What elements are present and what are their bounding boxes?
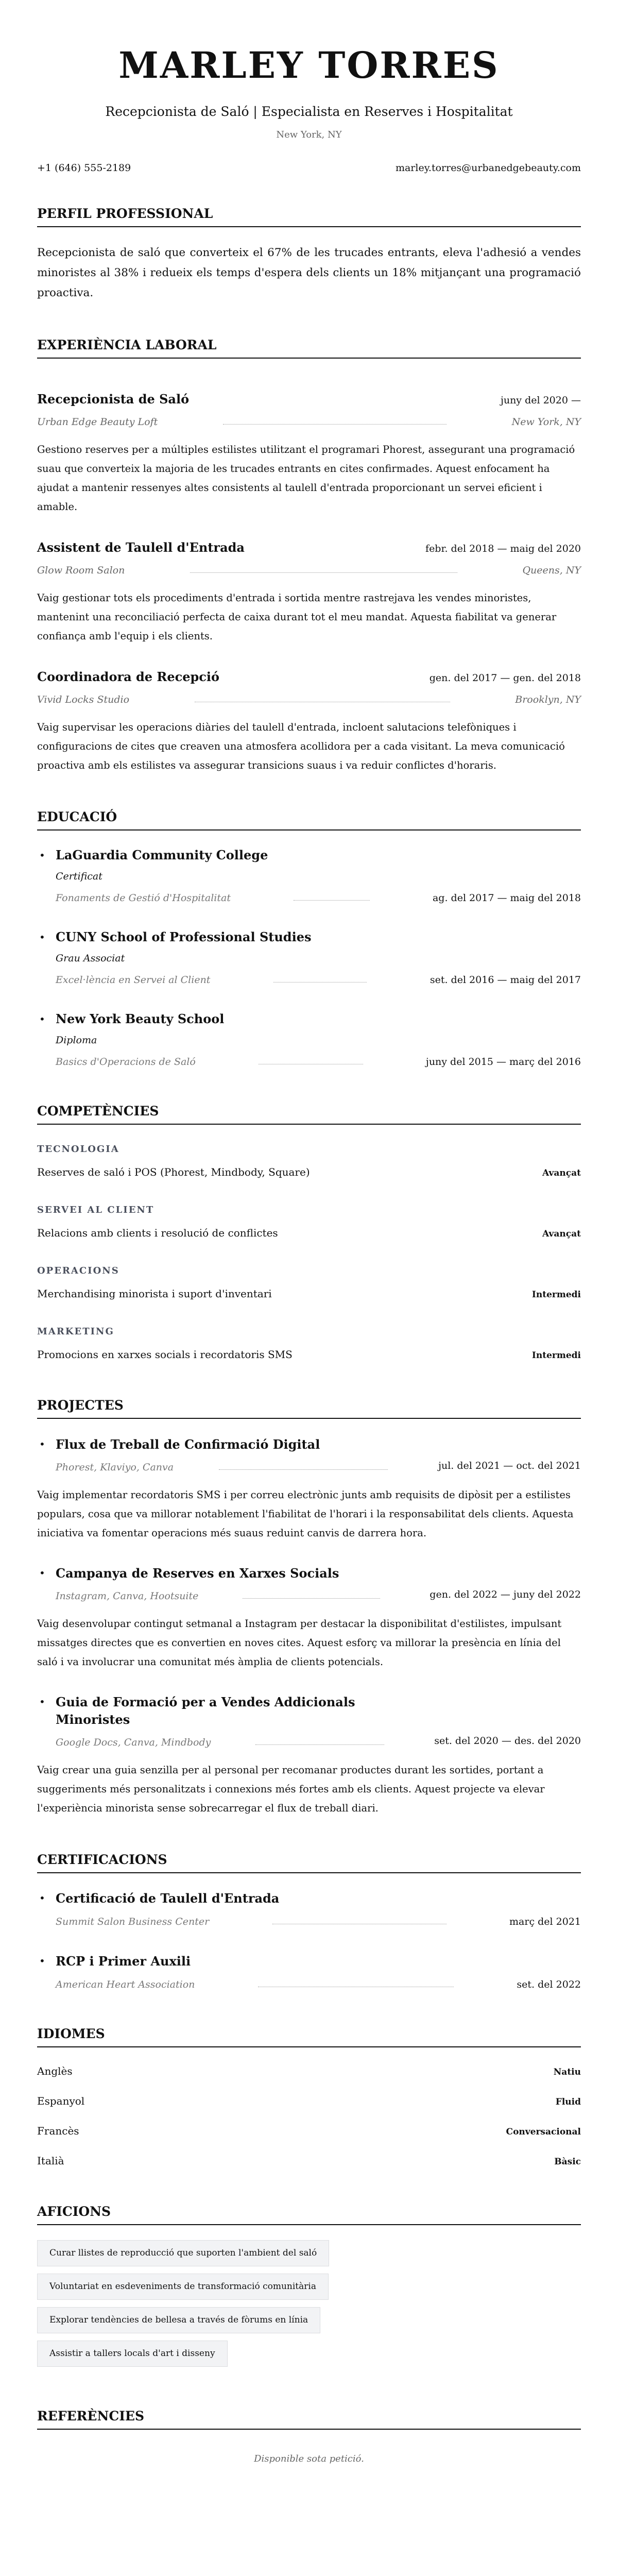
project-left — [37, 1693, 429, 1750]
project-entry — [37, 1436, 581, 1543]
language-name: Espanyol — [37, 2095, 85, 2107]
headline: Recepcionista de Saló | Especialista en Reserves i Hospitalitat — [105, 104, 513, 119]
section-heading: EDUCACIÓ — [37, 809, 581, 831]
job-location: Brooklyn, NY — [515, 694, 581, 705]
section-heading: PROJECTES — [37, 1397, 581, 1419]
education-list — [37, 847, 581, 1069]
project-tools: Instagram, Canva, Hootsuite — [56, 1590, 199, 1602]
skill-row — [37, 1225, 581, 1242]
skill-category: SERVEI AL CLIENT — [37, 1205, 154, 1215]
skill-row — [37, 1286, 581, 1302]
skill-level: Intermedi — [531, 1290, 581, 1300]
contact-row — [37, 161, 581, 175]
skill-category: OPERACIONS — [37, 1265, 119, 1276]
education-entry — [37, 1011, 581, 1069]
candidate-name: MARLEY TORRES — [118, 44, 500, 87]
language-name: Francès — [37, 2125, 79, 2137]
dotted-leader — [294, 900, 369, 901]
skill-name: Reserves de saló i POS (Phorest, Mindbody, Square) — [37, 1166, 310, 1178]
hobby-tag: Curar llistes de reproducció que suporten l'ambient del saló — [37, 2240, 329, 2266]
resume — [37, 0, 581, 2496]
language-list — [37, 2063, 581, 2170]
field-of-study: Excel·lència en Servei al Client — [56, 974, 211, 986]
dotted-leader — [219, 1469, 388, 1470]
job-meta — [37, 414, 581, 430]
project-description: Vaig desenvolupar contingut setmanal a Instagram per destacar la disponibilitat d'estilistes, impulsant missatges directes que es convertien en noves cites. Aquest esforç va millorar la presència en línia del saló i va involucrar una comunitat més àmplia de clients potencials. — [37, 1618, 562, 1668]
language-row — [37, 2093, 581, 2110]
languages-section — [37, 2026, 581, 2170]
job-entry — [37, 539, 581, 646]
section-heading: AFICIONS — [37, 2204, 581, 2225]
company-name: Vivid Locks Studio — [37, 694, 130, 705]
summary-text: Recepcionista de saló que converteix el 67% de les trucades entrants, eleva l'adhesió a vendes minoristes al 38% i redueix els temps d'espera dels clients un 18% mitjançant una programació proactiva. — [37, 246, 581, 299]
section-heading: CERTIFICACIONS — [37, 1852, 581, 1873]
education-entry — [37, 847, 581, 905]
project-entry — [37, 1693, 581, 1818]
degree: Grau Associat — [56, 953, 125, 964]
education-dates: set. del 2016 — maig del 2017 — [430, 974, 581, 986]
company-name: Glow Room Salon — [37, 565, 125, 576]
certification-meta — [56, 1977, 581, 1992]
language-level: Bàsic — [554, 2157, 581, 2167]
experience-section — [37, 337, 581, 775]
skill-name: Promocions en xarxes socials i recordatoris SMS — [37, 1348, 293, 1361]
field-of-study: Fonaments de Gestió d'Hospitalitat — [56, 892, 231, 904]
language-level: Fluid — [555, 2097, 581, 2107]
language-row — [37, 2153, 581, 2170]
language-name: Anglès — [37, 2065, 73, 2077]
education-entry — [37, 929, 581, 987]
certification-name: • RCP i Primer Auxili — [56, 1954, 191, 1969]
hobby-row — [37, 2274, 581, 2307]
job-meta — [37, 563, 581, 578]
certifications-section — [37, 1852, 581, 1992]
job-list — [37, 391, 581, 775]
hobby-list — [37, 2240, 581, 2374]
skill-name: Merchandising minorista i suport d'inventari — [37, 1287, 272, 1300]
project-list — [37, 1436, 581, 1818]
references-text: Disponible sota petició. — [254, 2453, 364, 2464]
field-of-study: Basics d'Operacions de Saló — [56, 1056, 196, 1067]
certification-issuer: American Heart Association — [56, 1979, 195, 1990]
section-heading: IDIOMES — [37, 2026, 581, 2047]
skill-category: TECNOLOGIA — [37, 1144, 119, 1155]
skill-name: Relacions amb clients i resolució de conflictes — [37, 1227, 278, 1239]
project-tools: Google Docs, Canva, Mindbody — [56, 1737, 211, 1748]
hobby-row — [37, 2240, 581, 2274]
skill-level: Avançat — [542, 1168, 581, 1178]
job-title: Assistent de Taulell d'Entrada — [37, 540, 245, 555]
skill-row — [37, 1347, 581, 1363]
certification-date: març del 2021 — [509, 1916, 581, 1927]
language-name: Italià — [37, 2155, 64, 2167]
section-heading: COMPETÈNCIES — [37, 1103, 581, 1125]
school-name: • LaGuardia Community College — [56, 848, 268, 862]
education-meta — [56, 973, 581, 987]
skill-list — [37, 1143, 581, 1363]
education-dates: juny del 2015 — març del 2016 — [425, 1056, 581, 1067]
job-title: Coordinadora de Recepció — [37, 669, 220, 684]
job-header — [37, 391, 581, 409]
language-level: Conversacional — [506, 2127, 581, 2137]
job-entry — [37, 668, 581, 775]
skills-section — [37, 1103, 581, 1363]
skill-level: Avançat — [542, 1229, 581, 1239]
hobby-row — [37, 2341, 581, 2374]
certification-entry — [37, 1953, 581, 1992]
summary-section — [37, 206, 581, 303]
job-description: Vaig gestionar tots els procediments d'entrada i sortida mentre rastrejava les vendes minoristes, mantenint una reconciliació perfecta de caixa durant tot el meu mandat. Aquesta fiabilitat va generar confiança amb l'equip i els clients. — [37, 592, 557, 642]
job-dates: juny del 2020 — — [500, 395, 581, 406]
references-section — [37, 2408, 581, 2465]
job-dates: gen. del 2017 — gen. del 2018 — [429, 672, 581, 684]
job-title: Recepcionista de Saló — [37, 392, 190, 406]
certification-issuer: Summit Salon Business Center — [56, 1916, 210, 1927]
resume-header — [37, 45, 581, 175]
education-meta — [56, 891, 581, 905]
project-header — [37, 1436, 581, 1475]
education-section — [37, 809, 581, 1069]
project-left — [37, 1565, 424, 1604]
job-entry — [37, 391, 581, 516]
skill-row — [37, 1164, 581, 1181]
section-heading: EXPERIÈNCIA LABORAL — [37, 337, 581, 359]
job-location: Queens, NY — [522, 565, 581, 576]
hobby-tag: Explorar tendències de bellesa a través de fòrums en línia — [37, 2307, 320, 2333]
project-header — [37, 1565, 581, 1604]
school-name: • CUNY School of Professional Studies — [56, 929, 312, 944]
degree: Diploma — [56, 1035, 97, 1046]
school-name: • New York Beauty School — [56, 1011, 225, 1026]
job-location: New York, NY — [511, 416, 581, 428]
language-row — [37, 2123, 581, 2140]
dotted-leader — [190, 572, 457, 573]
certification-date: set. del 2022 — [517, 1979, 581, 1990]
dotted-leader — [255, 1744, 384, 1745]
certification-entry — [37, 1890, 581, 1929]
hobby-tag: Voluntariat en esdeveniments de transformació comunitària — [37, 2274, 329, 2300]
project-title: • Campanya de Reserves en Xarxes Socials — [56, 1566, 339, 1581]
email-link[interactable]: marley.torres@urbanedgebeauty.com — [395, 162, 581, 174]
hobby-row — [37, 2307, 581, 2341]
job-header — [37, 539, 581, 557]
company-name: Urban Edge Beauty Loft — [37, 416, 158, 428]
section-heading: REFERÈNCIES — [37, 2408, 581, 2430]
job-meta — [37, 692, 581, 707]
education-meta — [56, 1055, 581, 1069]
certification-meta — [56, 1914, 581, 1929]
project-tools: Phorest, Klaviyo, Canva — [56, 1462, 174, 1473]
skill-level: Intermedi — [531, 1350, 581, 1361]
language-level: Natiu — [553, 2067, 581, 2077]
location: New York, NY — [276, 129, 342, 140]
hobbies-section — [37, 2204, 581, 2374]
project-description: Vaig implementar recordatoris SMS i per correu electrònic junts amb requisits de dipòsit per a estilistes populars, cosa que va millorar notablement l'fiabilitat de l'horari i la responsabilitat dels clients. Aquesta iniciativa va fomentar operacions més suaus reduint canvis de darrera hora. — [37, 1489, 574, 1539]
project-title: • Flux de Treball de Confirmació Digital — [56, 1437, 320, 1452]
hobby-tag: Assistir a tallers locals d'art i disseny — [37, 2341, 228, 2367]
project-left — [37, 1436, 433, 1475]
job-description: Gestiono reserves per a múltiples estilistes utilitzant el programari Phorest, assegurant una programació suau que converteix la majoria de les trucades entrants en cites confirmades. Aquest enfocament ha ajudat a mantenir ressenyes altes consistents al taulell d'entrada proporcionant un servei eficient i amable. — [37, 444, 575, 513]
job-header — [37, 668, 581, 687]
dotted-leader — [223, 424, 447, 425]
degree: Certificat — [56, 871, 102, 882]
education-dates: ag. del 2017 — maig del 2018 — [432, 892, 581, 904]
project-title: • Guia de Formació per a Vendes Addicionals Minoristes — [56, 1694, 355, 1727]
certification-name: • Certificació de Taulell d'Entrada — [56, 1891, 280, 1906]
skill-category: MARKETING — [37, 1326, 114, 1337]
certification-list — [37, 1890, 581, 1992]
project-dates: set. del 2020 — des. del 2020 — [434, 1735, 581, 1747]
project-tools-row — [56, 1588, 424, 1604]
project-tools-row — [56, 1735, 429, 1750]
project-dates: jul. del 2021 — oct. del 2021 — [438, 1460, 581, 1471]
project-description: Vaig crear una guia senzilla per al personal per recomanar productes durant les sortides, portant a suggeriments més personalitzats i connexions més fortes amb els clients. Aquest projecte va elevar l'experiència minorista sense sobrecarregar el flux de treball diari. — [37, 1764, 545, 1814]
project-header — [37, 1693, 581, 1750]
project-entry — [37, 1565, 581, 1671]
projects-section — [37, 1397, 581, 1818]
project-tools-row — [56, 1460, 433, 1475]
section-heading: PERFIL PROFESSIONAL — [37, 206, 581, 227]
job-description: Vaig supervisar les operacions diàries del taulell d'entrada, incloent salutacions telefòniques i configuracions de cites que creaven una atmosfera acollidora per a cada visitant. La meva comunicació proactiva amb els estilistes va assegurar transicions suaus i va reduir conflictes d'horaris. — [37, 721, 565, 771]
project-dates: gen. del 2022 — juny del 2022 — [430, 1589, 581, 1600]
job-dates: febr. del 2018 — maig del 2020 — [425, 543, 581, 554]
language-row — [37, 2063, 581, 2080]
dotted-leader — [243, 1598, 380, 1599]
phone: +1 (646) 555-2189 — [37, 162, 131, 174]
